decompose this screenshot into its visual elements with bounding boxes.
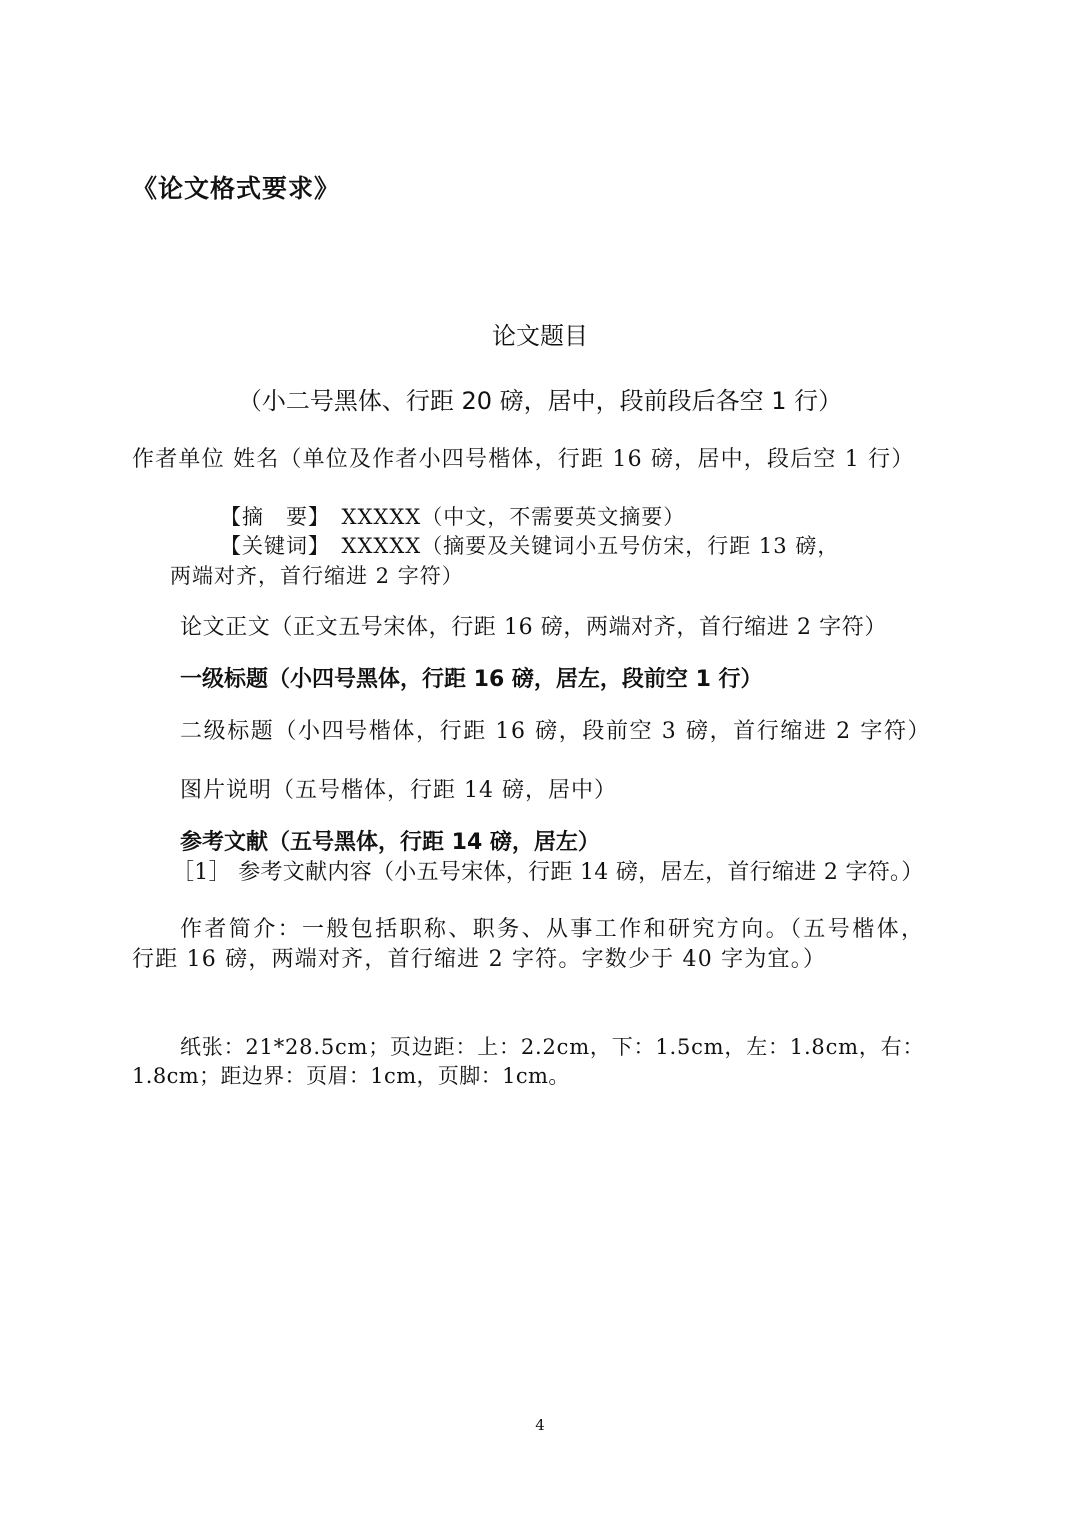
heading2-spec: 二级标题（小四号楷体，行距 16 磅，段前空 3 磅，首行缩进 2 字符） (180, 719, 932, 744)
body-text-spec: 论文正文（正文五号宋体，行距 16 磅，两端对齐，首行缩进 2 字符） (180, 615, 887, 640)
references-heading: 参考文献（五号黑体，行距 14 磅，居左） (180, 830, 600, 855)
title-format-note: （小二号黑体、行距 20 磅，居中，段前段后各空 1 行） (237, 387, 843, 415)
author-bio-line: 作者简介：一般包括职称、职务、从事工作和研究方向。（五号楷体， (180, 917, 926, 942)
author-line: 作者单位 姓名（单位及作者小四号楷体，行距 16 磅，居中，段后空 1 行） (132, 447, 915, 472)
figure-caption-spec: 图片说明（五号楷体，行距 14 磅，居中） (180, 778, 617, 803)
page-number: 4 (535, 1416, 545, 1434)
keywords-line-continued: 两端对齐，首行缩进 2 字符） (170, 564, 464, 588)
keywords-line: 【关键词】 XXXXX（摘要及关键词小五号仿宋，行距 13 磅， (220, 534, 840, 558)
paper-title: 论文题目 (492, 322, 588, 350)
document-heading: 《论文格式要求》 (132, 174, 341, 203)
reference-item: ［1］ 参考文献内容（小五号宋体，行距 14 磅，居左，首行缩进 2 字符。） (172, 860, 924, 885)
heading1-spec: 一级标题（小四号黑体，行距 16 磅，居左，段前空 1 行） (180, 667, 763, 692)
paper-size-line: 纸张：21*28.5cm；页边距：上：2.2cm，下：1.5cm，左：1.8cm，右： (180, 1035, 925, 1059)
abstract-line: 【摘 要】 XXXXX（中文，不需要英文摘要） (220, 505, 686, 529)
author-bio-line-continued: 行距 16 磅，两端对齐，首行缩进 2 字符。字数少于 40 字为宜。） (132, 947, 827, 972)
paper-size-line-continued: 1.8cm；距边界：页眉：1cm，页脚：1cm。 (132, 1064, 570, 1088)
